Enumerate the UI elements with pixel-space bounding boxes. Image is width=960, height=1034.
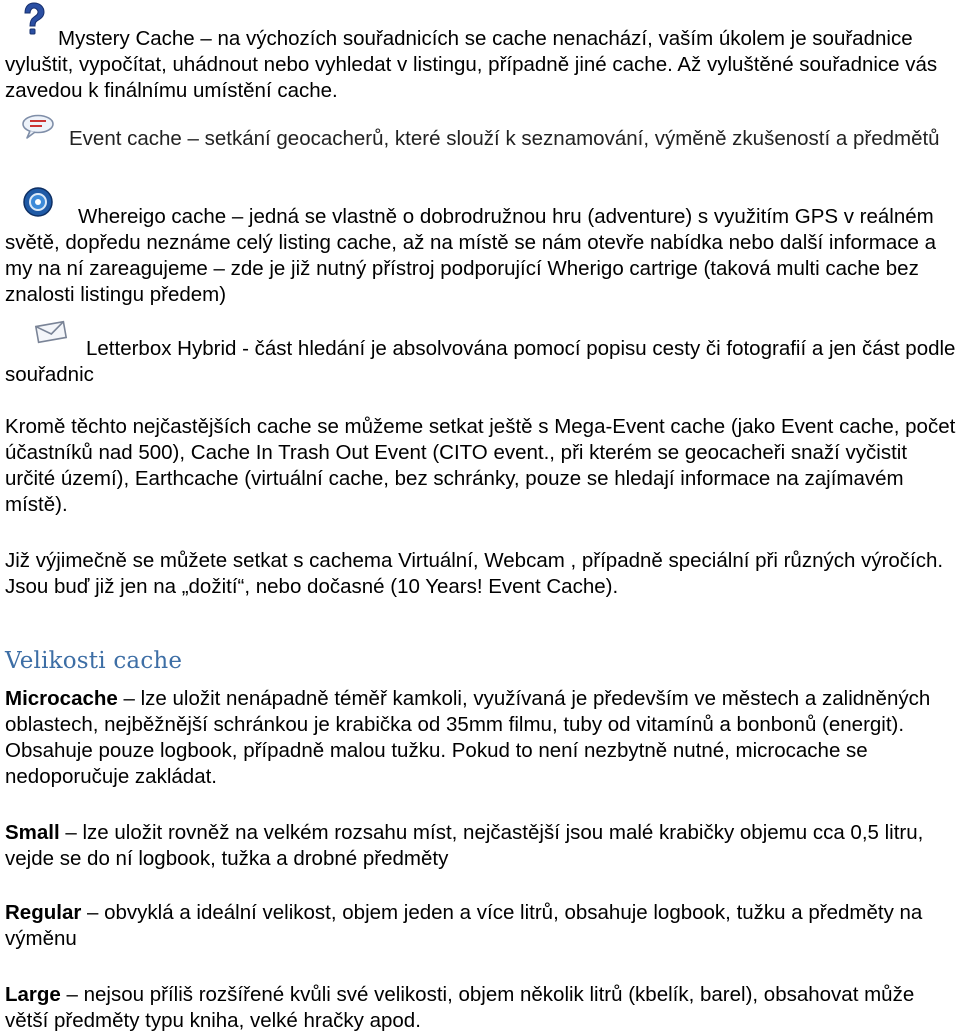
other-caches-paragraph: Kromě těchto nejčastějších cache se můžeme setkat ještě s Mega-Event cache (jako Event cache, počet účastníků nad 500), Cache In Trash Out Event (CITO event., při kterém se geocacheři snaží vyčistit určité území), Earthcache (virtuální cache, bez schránky, pouze se hledají informace na zajímavém místě).	[5, 415, 956, 516]
mystery-cache-paragraph: Mystery Cache – na výchozích souřadnicích se cache nenachází, vaším úkolem je souřadnice vyluštit, vypočítat, uhádnout nebo vyhledat v listingu, případně jiné cache. Až vyluštěné souřadnice vás zavedou k finálnímu umístění cache.	[5, 27, 938, 102]
small-text: – lze uložit rovněž na velkém rozsahu míst, nejčastější jsou malé krabičky objemu cca 0,5 litru, vejde se do ní logbook, tužka a drobné předměty	[5, 821, 924, 870]
wherigo-cache-paragraph: Whereigo cache – jedná se vlastně o dobrodružnou hru (adventure) s využitím GPS v reálném světě, dopředu neznáme celý listing cache, až na místě se nám otevře nabídka nebo další informace a my na ní zareagujeme – zde je již nutný přístroj podporující Wherigo cartrige (taková multi cache bez znalosti listingu předem)	[5, 205, 936, 306]
regular-term: Regular	[5, 901, 82, 924]
sizes-heading: Velikosti cache	[5, 648, 183, 674]
event-cache-paragraph: Event cache – setkání geocacherů, které slouží k seznamování, výměně zkušeností a předmětů	[69, 127, 940, 150]
rare-caches-paragraph: Již výjimečně se můžete setkat s cachema Virtuální, Webcam , případně speciální při různých výročích. Jsou buď již jen na „dožití“, nebo dočasné (10 Years! Event Cache).	[5, 549, 944, 598]
large-term: Large	[5, 983, 61, 1006]
large-paragraph	[5, 982, 957, 1034]
microcache-paragraph	[5, 686, 957, 790]
small-paragraph	[5, 820, 957, 872]
microcache-term: Microcache	[5, 687, 118, 710]
letterbox-cache-paragraph: Letterbox Hybrid - část hledání je absolvována pomocí popisu cesty či fotografií a jen část podle souřadnic	[5, 337, 956, 386]
small-term: Small	[5, 821, 60, 844]
regular-text: – obvyklá a ideální velikost, objem jeden a více litrů, obsahuje logbook, tužku a předměty na výměnu	[5, 901, 923, 950]
regular-paragraph	[5, 900, 957, 952]
microcache-text: – lze uložit nenápadně téměř kamkoli, využívaná je především ve městech a zalidněných oblastech, nejběžnější schránkou je krabička od 35mm filmu, tuby od vitamínů a bonbonů (energit). Obsahuje pouze logbook, případně malou tužku. Pokud to není nezbytně nutné, microcache se nedoporučuje zakládat.	[5, 687, 931, 788]
large-text: – nejsou příliš rozšířené kvůli své velikosti, objem několik litrů (kbelík, barel), obsahovat může větší předměty typu kniha, velké hračky apod.	[5, 983, 915, 1032]
